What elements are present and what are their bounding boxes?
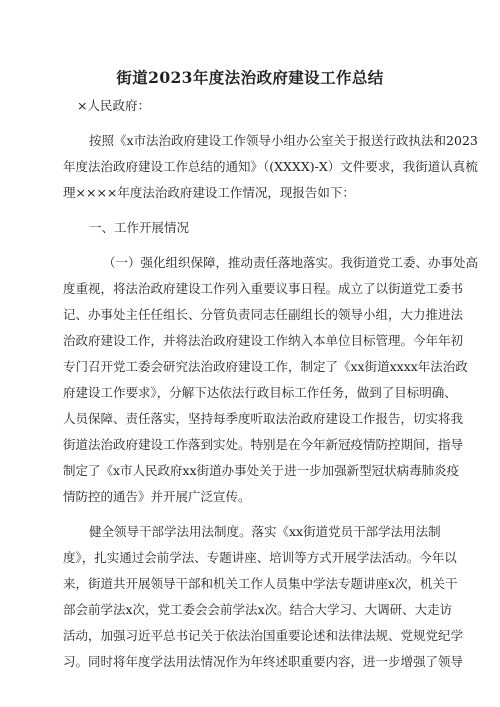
paragraph-line: 府建设工作要求》，分解下达依法行政目标工作任务，做到了目标明确、 xyxy=(63,385,457,400)
paragraph-line: 记、办事处主任任组长、分管负责同志任副组长的领导小组，大力推进法 xyxy=(63,307,464,322)
paragraph-line: 街道法治政府建设工作落到实处。特别是在今年新冠疫情防控期间，指导 xyxy=(63,437,464,452)
paragraph-gap xyxy=(63,206,439,215)
paragraph-line: 活动，加强习近平总书记关于依法治国重要论述和法律法规、党规党纪学 xyxy=(63,628,464,643)
paragraph-line: 年度法治政府建设工作总结的通知》（(XXXX)-X）文件要求，我街道认真梳 xyxy=(63,159,478,174)
paragraph-line: 度重视，将法治政府建设工作列入重要议事日程。成立了以街道党工委书 xyxy=(63,281,464,296)
section-heading: 一、工作开展情况 xyxy=(89,220,190,235)
document-title: 街道2023年度法治政府建设工作总结 xyxy=(116,68,384,87)
paragraph-gap xyxy=(63,510,439,519)
paragraph-line: 部会前学法x次，党工委会会前学法x次。结合大学习、大调研、大走访 xyxy=(63,602,453,617)
paragraph-line: 专门召开党工委会研究法治政府建设工作，制定了《xx街道xxxx年法治政 xyxy=(63,359,468,374)
paragraph-line: 理××××年度法治政府建设工作情况，现报告如下： xyxy=(63,185,355,200)
salutation: ×人民政府： xyxy=(77,98,150,113)
paragraph-gap xyxy=(63,241,439,250)
paragraph-line: 习。同时将年度学法用法情况作为年终述职重要内容，进一步增强了领导 xyxy=(63,654,464,669)
paragraph-line: 治政府建设工作，并将法治政府建设工作纳入本单位目标管理。今年年初 xyxy=(63,333,464,348)
paragraph-gap xyxy=(63,119,439,128)
document-body xyxy=(63,93,479,675)
paragraph-line: 制定了《x市人民政府xx街道办事处关于进一步加强新型冠状病毒肺炎疫 xyxy=(63,463,460,478)
paragraph-line: 人员保障、责任落实，坚持每季度听取法治政府建设工作报告，切实将我 xyxy=(63,411,464,426)
paragraph-line: 来，街道共开展领导干部和机关工作人员集中学法专题讲座x次，机关干 xyxy=(63,576,458,591)
paragraph-line: 健全领导干部学法用法制度。落实《xx街道党员干部学法用法制 xyxy=(89,524,441,539)
paragraph-line: 按照《x市法治政府建设工作领导小组办公室关于报送行政执法和2023 xyxy=(89,133,478,148)
paragraph-line: （一）强化组织保障，推动责任落地落实。我街道党工委、办事处高 xyxy=(103,255,479,270)
paragraph-line: 度》，扎实通过会前学法、专题讲座、培训等方式开展学法活动。今年以 xyxy=(63,550,457,565)
paragraph-line: 情防控的通告》并开展广泛宣传。 xyxy=(63,489,251,504)
